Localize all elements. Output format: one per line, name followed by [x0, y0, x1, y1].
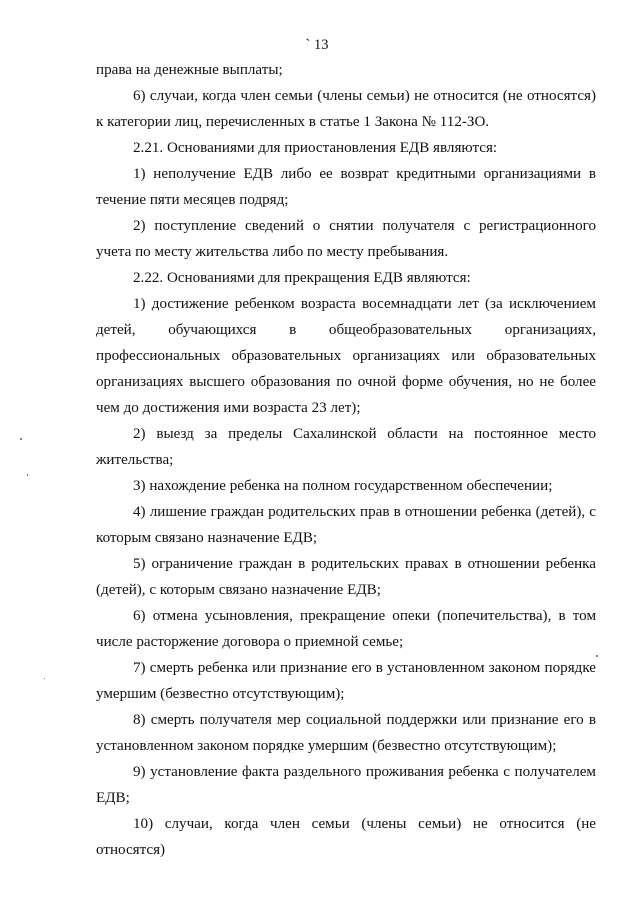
termination-item-9: 9) установление факта раздельного проживания ребенка с получателем ЕДВ;	[96, 764, 596, 806]
termination-item-5: 5) ограничение граждан в родительских правах в отношении ребенка (детей), с которым связано назначение ЕДВ;	[96, 556, 596, 598]
termination-item-6: 6) отмена усыновления, прекращение опеки (попечительства), в том числе расторжение договора о приемной семье;	[96, 608, 596, 650]
termination-item-7: 7) смерть ребенка или признание его в установленном законом порядке умершим (безвестно отсутствующим);	[96, 660, 596, 702]
scan-speck	[20, 438, 22, 440]
suspension-item-1: 1) неполучение ЕДВ либо ее возврат кредитными организациями в течение пяти месяцев подряд;	[96, 166, 596, 208]
page-number: ` 13	[305, 37, 329, 53]
section-heading-2-21: 2.21. Основаниями для приостановления ЕДВ являются:	[133, 140, 498, 156]
suspension-item-2: 2) поступление сведений о снятии получателя с регистрационного учета по месту жительства либо по месту пребывания.	[96, 218, 596, 260]
termination-item-1: 1) достижение ребенком возраста восемнадцати лет (за исключением детей, обучающихся в общеобразовательных организациях, профессиональных образовательных организациях или образовательных организациях высшего образования по очной форме обучения, но не более чем до достижения ими возраста 23 лет);	[96, 296, 596, 416]
scan-speck	[27, 474, 28, 476]
document-body	[96, 57, 596, 863]
termination-item-3: 3) нахождение ребенка на полном государственном обеспечении;	[133, 478, 553, 494]
section-heading-2-22: 2.22. Основаниями для прекращения ЕДВ являются:	[133, 270, 471, 286]
termination-item-10: 10) случаи, когда член семьи (члены семьи) не относится (не относятся)	[96, 816, 596, 858]
scan-speck	[596, 655, 598, 657]
termination-item-2: 2) выезд за пределы Сахалинской области на постоянное место жительства;	[96, 426, 596, 468]
list-item-6: 6) случаи, когда член семьи (члены семьи) не относится (не относятся) к категории лиц, перечисленных в статье 1 Закона № 112-ЗО.	[96, 88, 596, 130]
paragraph-continuation: права на денежные выплаты;	[96, 62, 283, 78]
scan-speck	[44, 678, 45, 679]
termination-item-4: 4) лишение граждан родительских прав в отношении ребенка (детей), с которым связано назначение ЕДВ;	[96, 504, 596, 546]
termination-item-8: 8) смерть получателя мер социальной поддержки или признание его в установленном законом порядке умершим (безвестно отсутствующим);	[96, 712, 596, 754]
